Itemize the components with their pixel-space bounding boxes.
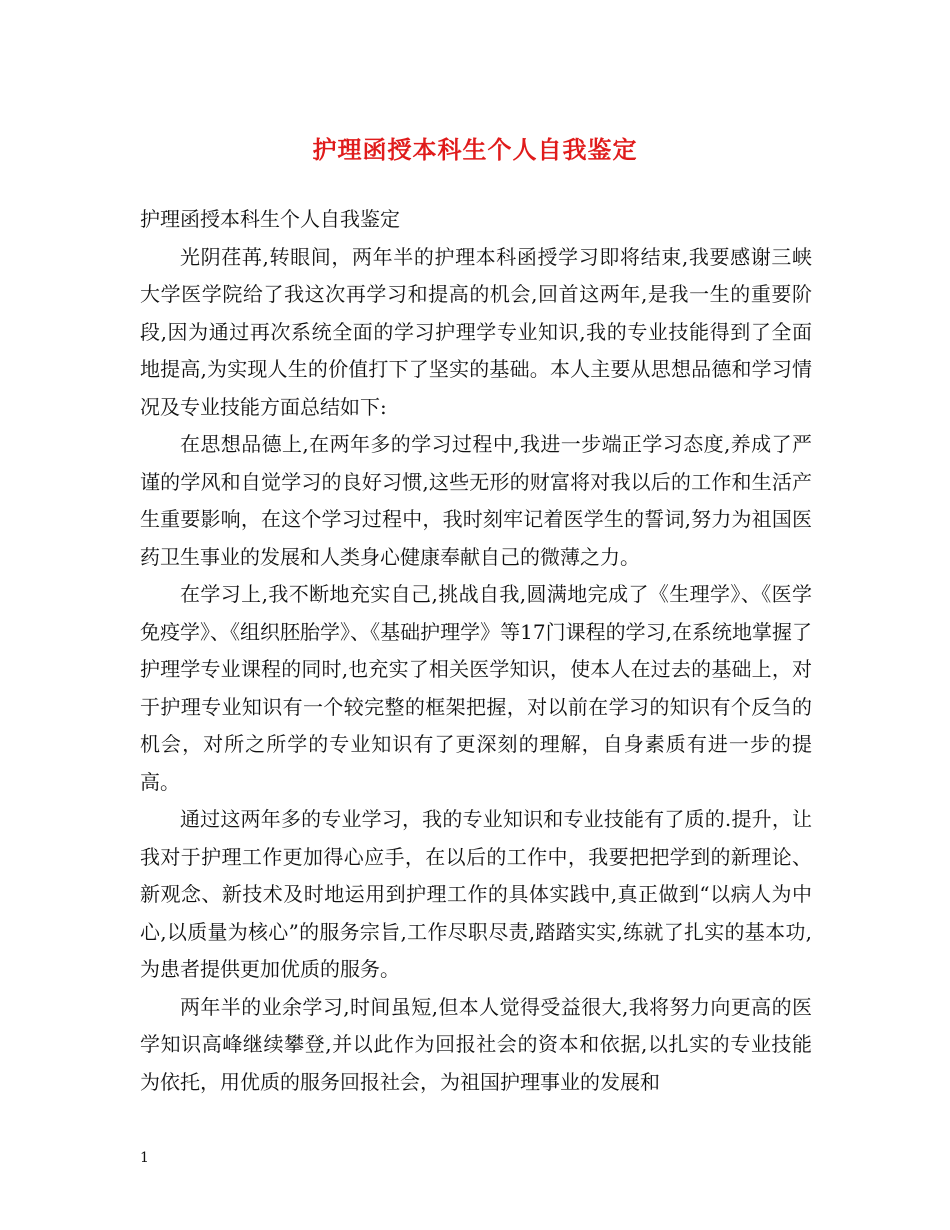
- paragraph-conclusion: 两年半的业余学习,时间虽短,但本人觉得受益很大,我将努力向更高的医学知识高峰继续攀登,并以此作为回报社会的资本和依据,以扎实的专业技能为依托，用优质的服务回报社会，为祖国护理事业的发展和: [140, 994, 812, 1094]
- paragraph-study: 在学习上,我不断地充实自己,挑战自我,圆满地完成了《生理学》、《医学免疫学》、《组织胚胎学》、《基础护理学》等17门课程的学习,在系统地掌握了护理学专业课程的同时,也充实了相关医学知识，使本人在过去的基础上，对于护理专业知识有一个较完整的框架把握，对以前在学习的知识有个反刍的机会，对所之所学的专业知识有了更深刻的理解，自身素质有进一步的提高。: [140, 582, 812, 794]
- document-body: [140, 201, 812, 1101]
- paragraph-moral: 在思想品德上,在两年多的学习过程中,我进一步端正学习态度,养成了严谨的学风和自觉学习的良好习惯,这些无形的财富将对我以后的工作和生活产生重要影响，在这个学习过程中，我时刻牢记着医学生的誓词,努力为祖国医药卫生事业的发展和人类身心健康奉献自己的微薄之力。: [140, 432, 812, 569]
- paragraph-intro: 光阴荏苒,转眼间，两年半的护理本科函授学习即将结束,我要感谢三峡大学医学院给了我这次再学习和提高的机会,回首这两年,是我一生的重要阶段,因为通过再次系统全面的学习护理学专业知识,我的专业技能得到了全面地提高,为实现人生的价值打下了坚实的基础。本人主要从思想品德和学习情况及专业技能方面总结如下:: [140, 244, 812, 419]
- document-title: 护理函授本科生个人自我鉴定: [312, 135, 638, 164]
- page-number: 1: [140, 1150, 149, 1166]
- paragraph-skills: 通过这两年多的专业学习，我的专业知识和专业技能有了质的.提升，让我对于护理工作更加得心应手，在以后的工作中，我要把把学到的新理论、新观念、新技术及时地运用到护理工作的具体实践中,真正做到“以病人为中心,以质量为核心”的服务宗旨,工作尽职尽责,踏踏实实,练就了扎实的基本功, 为患者提供更加优质的服务。: [140, 807, 812, 981]
- body-subtitle: 护理函授本科生个人自我鉴定: [140, 207, 400, 231]
